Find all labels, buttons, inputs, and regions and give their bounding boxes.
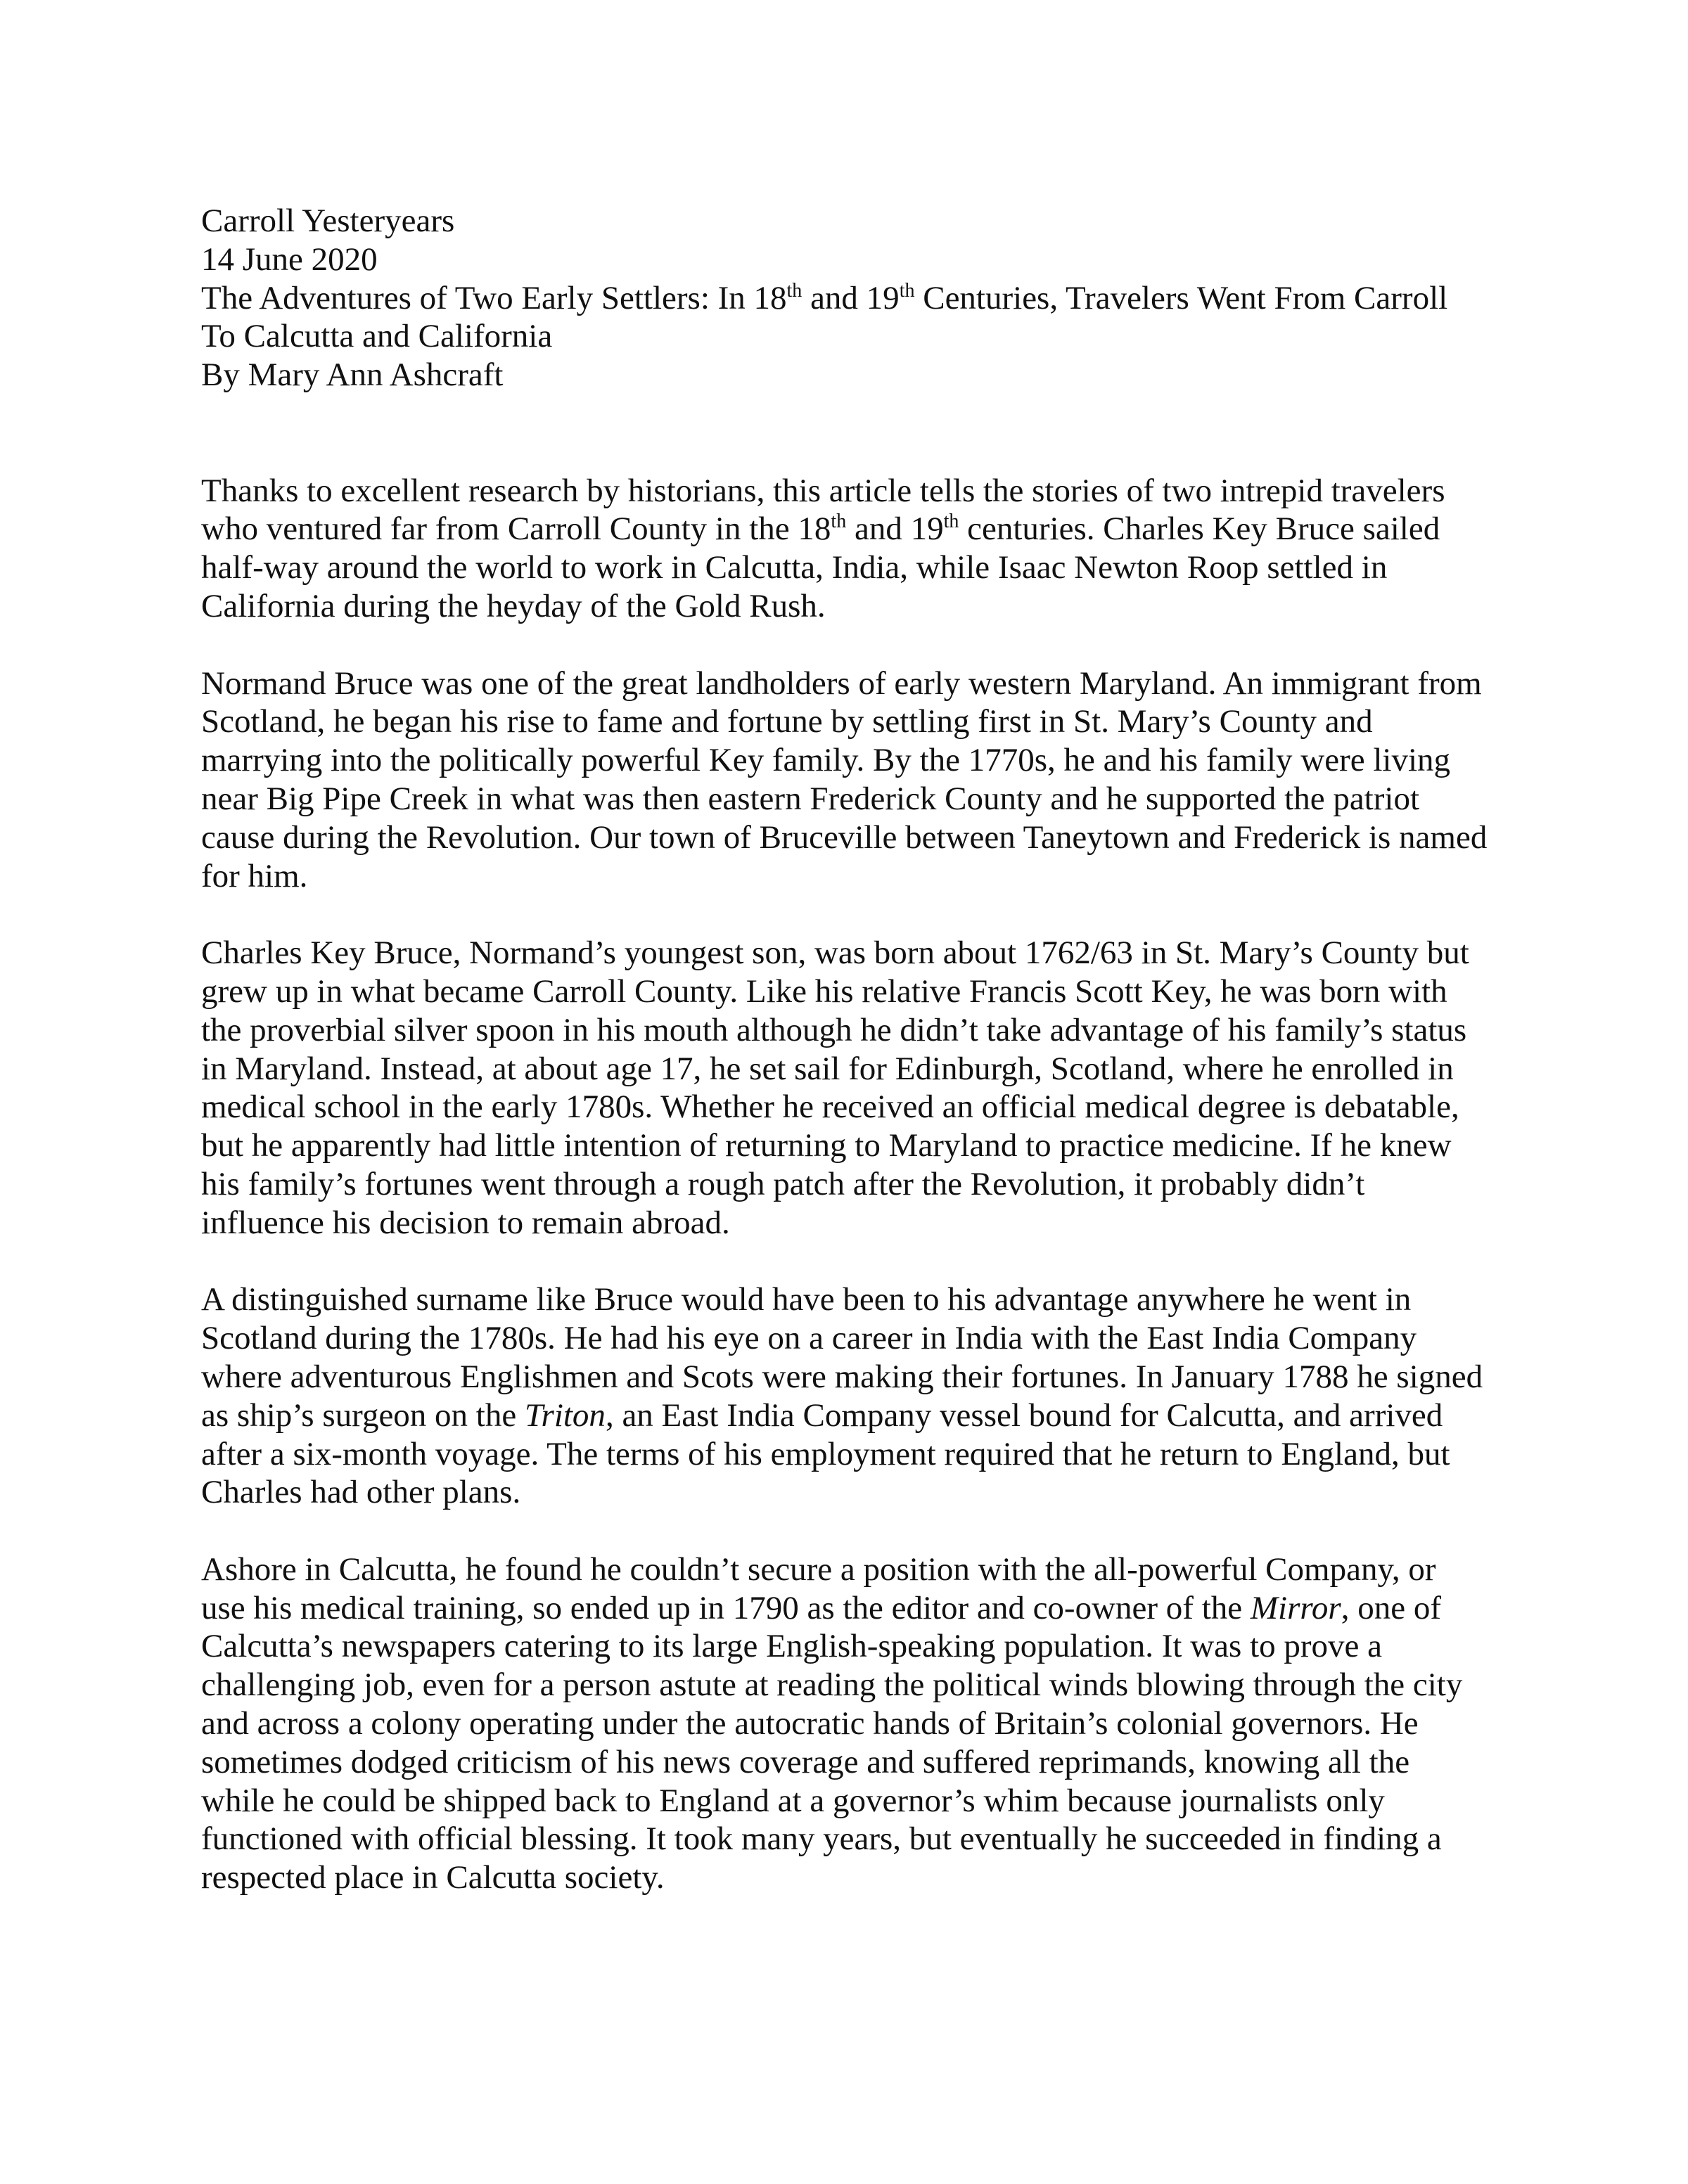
text-run: Charles Key Bruce, Normand’s youngest son, was born about 1762/63 in St. Mary’s County but (201, 934, 1469, 972)
italic-title: Mirror (1250, 1589, 1341, 1626)
text-run: A distinguished surname like Bruce would have been to his advantage anywhere he went in (201, 1281, 1412, 1318)
text-line (201, 1165, 1502, 1204)
text-run: medical school in the early 1780s. Whether he received an official medical degree is debatable, (201, 1088, 1459, 1126)
text-run: Thanks to excellent research by historians, this article tells the stories of two intrepid travelers (201, 472, 1445, 509)
text-run: marrying into the politically powerful Key family. By the 1770s, he and his family were living (201, 742, 1451, 779)
text-line (201, 1589, 1502, 1628)
text-run: for him. (201, 857, 308, 894)
text-line (201, 1358, 1502, 1396)
text-run: By Mary Ann Ashcraft (201, 356, 504, 394)
text-line (201, 1704, 1502, 1743)
superscript: th (943, 510, 959, 533)
text-line (201, 1820, 1502, 1858)
text-line (201, 780, 1502, 818)
text-run: challenging job, even for a person astute at reading the political winds blowing through the city (201, 1666, 1463, 1704)
text-run: Normand Bruce was one of the great landholders of early western Maryland. An immigrant from (201, 664, 1482, 702)
text-run: Scotland, he began his rise to fame and fortune by settling first in St. Mary’s County and (201, 703, 1373, 740)
text-run: influence his decision to remain abroad. (201, 1204, 730, 1241)
text-run: functioned with official blessing. It took many years, but eventually he succeeded in finding a (201, 1820, 1442, 1858)
text-run: the proverbial silver spoon in his mouth although he didn’t take advantage of his family’s status (201, 1011, 1467, 1048)
text-run: , one of (1341, 1589, 1441, 1626)
paragraph (201, 934, 1502, 1242)
text-line (201, 1666, 1502, 1704)
text-run: 14 June 2020 (201, 240, 378, 278)
text-run: use his medical training, so ended up in 1790 as the editor and co-owner of the (201, 1589, 1251, 1626)
text-run: and 19 (802, 279, 900, 316)
text-line (201, 1858, 1502, 1897)
text-run: The Adventures of Two Early Settlers: In 18 (201, 279, 787, 316)
text-line (201, 1743, 1502, 1782)
text-line (201, 1550, 1502, 1589)
paragraph (201, 1550, 1502, 1897)
document-page (201, 202, 1502, 1936)
text-line (201, 1050, 1502, 1088)
byline (201, 356, 1502, 394)
text-run: grew up in what became Carroll County. Like his relative Francis Scott Key, he was born with (201, 972, 1447, 1010)
article-title (201, 279, 1502, 318)
text-run: while he could be shipped back to England at a governor’s whim because journalists only (201, 1782, 1385, 1819)
text-run: but he apparently had little intention of returning to Maryland to practice medicine. If he knew (201, 1127, 1452, 1164)
text-run: in Maryland. Instead, at about age 17, he set sail for Edinburgh, Scotland, where he enrolled in (201, 1050, 1454, 1087)
text-line (201, 934, 1502, 972)
paragraph (201, 1280, 1502, 1512)
text-run: Ashore in Calcutta, he found he couldn’t secure a position with the all-powerful Company, or (201, 1550, 1436, 1588)
text-line (201, 1473, 1502, 1512)
text-line (201, 1396, 1502, 1435)
text-run: his family’s fortunes went through a rough patch after the Revolution, it probably didn’t (201, 1165, 1365, 1202)
text-run: Carroll Yesteryears (201, 203, 455, 239)
text-line (201, 1088, 1502, 1126)
text-run: as ship’s surgeon on the (201, 1396, 525, 1434)
text-run: Centuries, Travelers Went From Carroll (914, 279, 1448, 316)
text-run: after a six-month voyage. The terms of his employment required that he return to England, but (201, 1435, 1450, 1472)
text-run: and across a colony operating under the autocratic hands of Britain’s colonial governors. He (201, 1705, 1419, 1742)
text-run: Scotland during the 1780s. He had his eye on a career in India with the East India Company (201, 1320, 1417, 1357)
paragraph (201, 664, 1502, 896)
text-line (201, 510, 1502, 548)
text-line (201, 472, 1502, 510)
text-run: centuries. Charles Key Bruce sailed (959, 510, 1440, 548)
text-line (201, 818, 1502, 857)
text-run: and 19 (846, 510, 944, 548)
text-line (201, 548, 1502, 587)
text-run: Charles had other plans. (201, 1474, 521, 1511)
text-run: cause during the Revolution. Our town of Bruceville between Taneytown and Frederick is named (201, 818, 1488, 856)
paragraph (201, 472, 1502, 626)
article-body (201, 472, 1502, 1897)
text-line (201, 1782, 1502, 1820)
publication-date (201, 240, 1502, 279)
text-line (201, 972, 1502, 1011)
text-line (201, 1319, 1502, 1358)
article-header (201, 202, 1502, 394)
text-line (201, 1204, 1502, 1242)
text-line (201, 1011, 1502, 1050)
publication-name (201, 202, 1502, 240)
superscript: th (899, 279, 915, 302)
text-line (201, 1280, 1502, 1319)
text-run: sometimes dodged criticism of his news coverage and suffered reprimands, knowing all the (201, 1743, 1410, 1780)
text-run: To Calcutta and California (201, 318, 553, 355)
text-run: Calcutta’s newspapers catering to its large English-speaking population. It was to prove a (201, 1628, 1382, 1665)
text-run: half-way around the world to work in Calcutta, India, while Isaac Newton Roop settled in (201, 549, 1388, 586)
text-line (201, 1435, 1502, 1474)
text-run: , an East India Company vessel bound for Calcutta, and arrived (605, 1396, 1443, 1434)
text-run: where adventurous Englishmen and Scots were making their fortunes. In January 1788 he signed (201, 1358, 1483, 1395)
text-line (201, 702, 1502, 741)
text-line (201, 587, 1502, 626)
text-run: near Big Pipe Creek in what was then eastern Frederick County and he supported the patriot (201, 780, 1420, 817)
text-line (201, 741, 1502, 780)
text-line (201, 857, 1502, 896)
text-line (201, 1126, 1502, 1165)
text-run: who ventured far from Carroll County in the 18 (201, 510, 831, 548)
italic-title: Triton (524, 1396, 606, 1434)
superscript: th (786, 279, 803, 302)
superscript: th (831, 510, 847, 533)
text-line (201, 1627, 1502, 1666)
text-run: California during the heyday of the Gold Rush. (201, 587, 826, 624)
article-title (201, 317, 1502, 356)
text-run: respected place in Calcutta society. (201, 1859, 665, 1896)
text-line (201, 664, 1502, 703)
